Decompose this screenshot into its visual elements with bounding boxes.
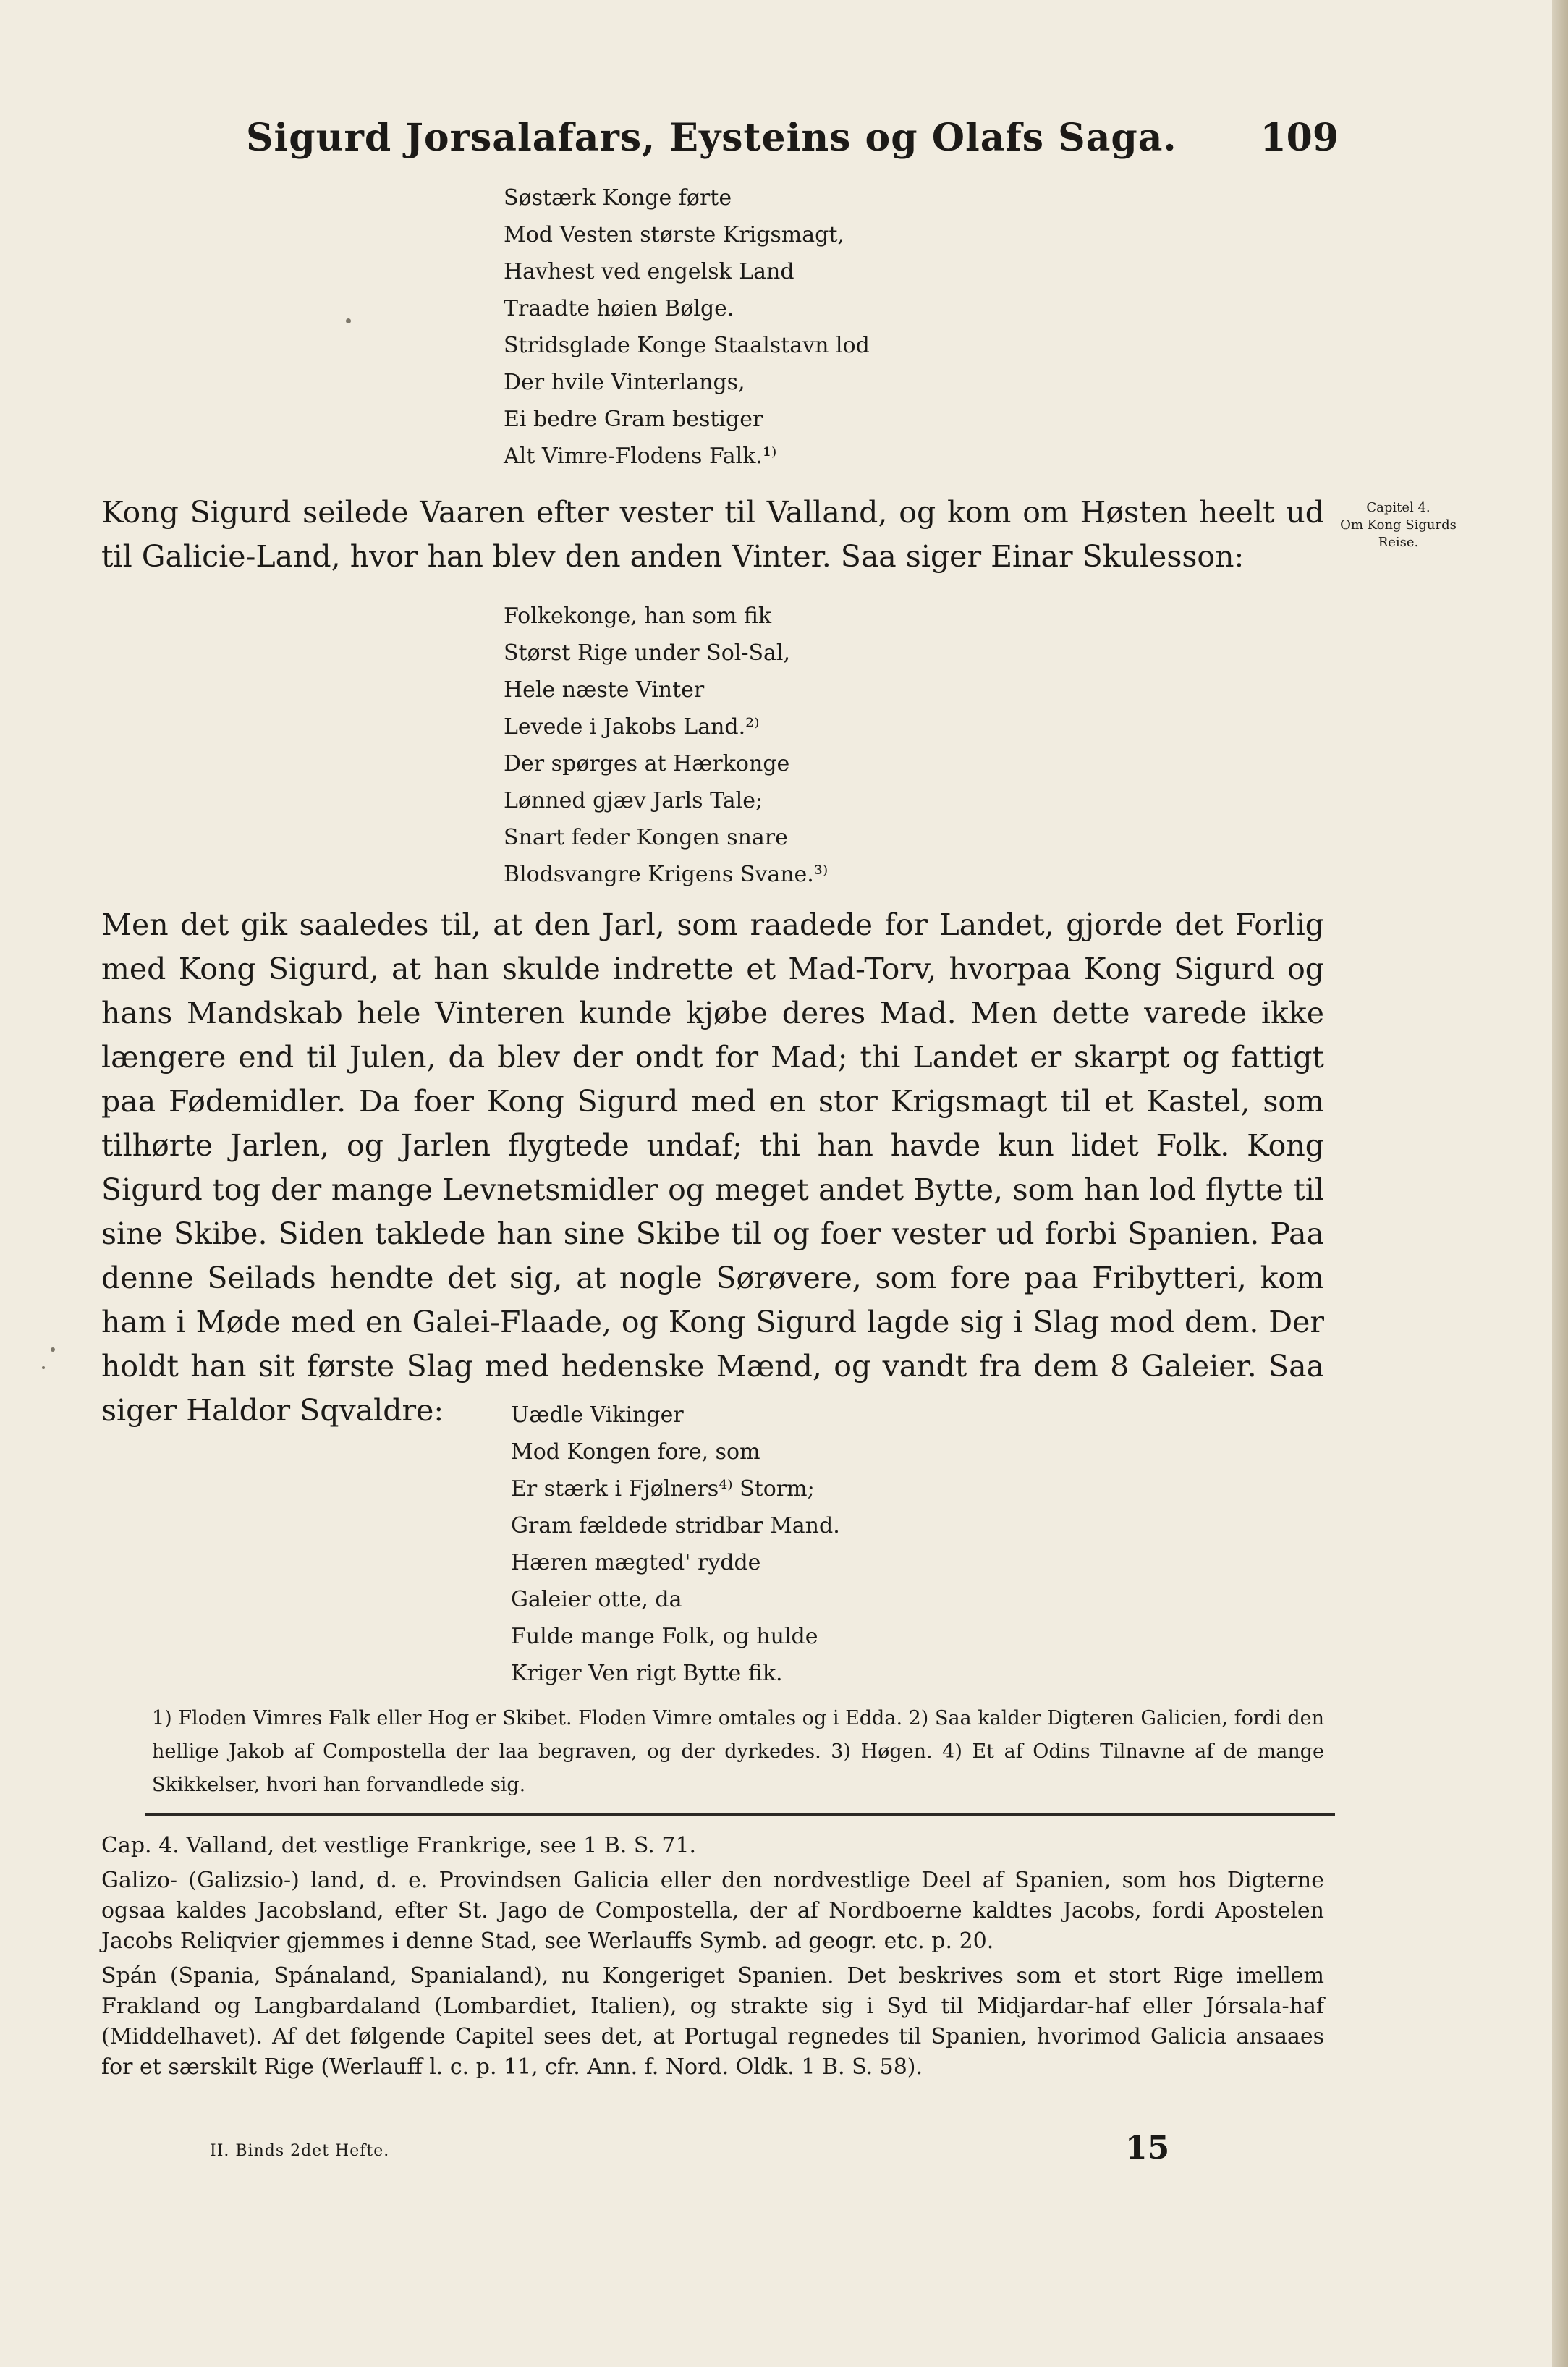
verse-line: Søstærk Konge førte (504, 185, 732, 211)
verse-line: Der hvile Vinterlangs, (504, 370, 745, 395)
verse-line: Uædle Vikinger (511, 1402, 684, 1428)
verse-line: Gram fældede stridbar Mand. (511, 1513, 840, 1538)
verse-line: Levede i Jakobs Land.²⁾ (504, 714, 760, 740)
commentary-notes (101, 1831, 1324, 2087)
margin-note-chapter: Capitel 4. (1366, 500, 1431, 515)
prose-paragraph-1 (101, 491, 1324, 579)
verse-stanza-1 (504, 179, 870, 475)
verse-line: Hæren mægted' rydde (511, 1550, 761, 1575)
paragraph-text: Kong Sigurd seilede Vaaren efter vester til Valland, og kom om Høsten heelt ud til Galicie-Land, hvor han blev den anden Vinter. Saa siger Einar Skulesson: (101, 495, 1324, 574)
paragraph-text: Men det gik saaledes til, at den Jarl, som raadede for Landet, gjorde det Forlig med Kong Sigurd, at han skulde indrette et Mad-Torv, hvorpaa Kong Sigurd og hans Mandskab hele Vinteren kunde kjøbe deres Mad. Men dette varede ikke længere end til Julen, da blev der ondt for Mad; thi Landet er skarpt og fattigt paa Fødemidler. Da foer Kong Sigurd med en stor Krigsmagt til et Kastel, som tilhørte Jarlen, og Jarlen flygtede undaf; thi han havde kun lidet Folk. Kong Sigurd tog der mange Levnetsmidler og meget andet Bytte, som han lod flytte til sine Skibe. Siden taklede han sine Skibe til og foer vester ud forbi Spanien. Paa denne Seilads hendte det sig, at nogle Sørøvere, som fore paa Fribytteri, kom ham i Møde med en Galei-Flaade, og Kong Sigurd lagde sig i Slag mod dem. Der holdt han sit første Slag med hedenske Mænd, og vandt fra dem 8 Galeier. Saa siger Haldor Sqvaldre: (101, 907, 1324, 1428)
verse-line: Galeier otte, da (511, 1587, 682, 1612)
verse-line: Havhest ved engelsk Land (504, 259, 794, 284)
verse-line: Kriger Ven rigt Bytte fik. (511, 1661, 783, 1686)
sheet-signature: II. Binds 2det Hefte. (210, 2142, 390, 2160)
margin-note-title: Om Kong Sigurds Reise. (1340, 517, 1457, 550)
verse-line: Der spørges at Hærkonge (504, 751, 790, 776)
page-number: 109 (1260, 116, 1339, 160)
verse-line: Alt Vimre-Flodens Falk.¹⁾ (504, 444, 777, 469)
margin-note (1335, 499, 1462, 551)
ink-speck (42, 1366, 45, 1369)
verse-line: Mod Kongen fore, som (511, 1439, 760, 1465)
verse-line: Stridsglade Konge Staalstavn lod (504, 333, 870, 358)
verse-line: Traadte høien Bølge. (504, 296, 734, 321)
commentary-note: Spán (Spania, Spánaland, Spanialand), nu Kongeriget Spanien. Det beskrives som et stort Rige imellem Frakland og Langbardaland (Lombardiet, Italien), og strakte sig i Syd til Midjardar-haf eller Jórsala-haf (Middelhavet). Af det følgende Capitel sees det, at Portugal regnedes til Spanien, hvorimod Galicia ansaaes for et særskilt Rige (Werlauff l. c. p. 11, cfr. Ann. f. Nord. Oldk. 1 B. S. 58). (101, 1963, 1324, 2080)
page-edge (1552, 0, 1568, 2367)
verse-line: Lønned gjæv Jarls Tale; (504, 788, 763, 813)
verse-line: Er stærk i Fjølners⁴⁾ Storm; (511, 1476, 815, 1502)
footnotes (152, 1702, 1324, 1802)
verse-line: Snart feder Kongen snare (504, 825, 788, 850)
verse-line: Blodsvangre Krigens Svane.³⁾ (504, 862, 829, 887)
verse-line: Størst Rige under Sol-Sal, (504, 640, 791, 666)
running-title: Sigurd Jorsalafars, Eysteins og Olafs Saga. (246, 116, 1177, 160)
separator-rule (145, 1813, 1335, 1816)
verse-stanza-3 (511, 1397, 840, 1692)
commentary-note: Galizo- (Galizsio-) land, d. e. Provindsen Galicia eller den nordvestlige Deel af Spanien, som hos Digterne ogsaa kaldes Jacobsland, efter St. Jago de Compostella, der af Nordboerne kaldtes Jacobs, fordi Apostelen Jacobs Reliqvier gjemmes i denne Stad, see Werlauffs Symb. ad geogr. etc. p. 20. (101, 1868, 1324, 1954)
verse-line: Fulde mange Folk, og hulde (511, 1624, 818, 1649)
verse-line: Ei bedre Gram bestiger (504, 407, 763, 432)
ink-speck (51, 1347, 55, 1352)
verse-line: Mod Vesten største Krigsmagt, (504, 222, 844, 247)
verse-stanza-2 (504, 598, 828, 893)
commentary-note: Cap. 4. Valland, det vestlige Frankrige, see 1 B. S. 71. (101, 1833, 697, 1858)
footnote-text: 1) Floden Vimres Falk eller Hog er Skibet. Floden Vimre omtales og i Edda. 2) Saa kalder Digteren Galicien, fordi den hellige Jakob af Compostella der laa begraven, og der dyrkedes. 3) Høgen. 4) Et af Odins Tilnavne af de mange Skikkelser, hvori han forvandlede sig. (152, 1707, 1324, 1796)
verse-line: Folkekonge, han som fik (504, 604, 772, 629)
sheet-number: 15 (1125, 2130, 1170, 2167)
prose-paragraph-2 (101, 903, 1324, 1433)
verse-line: Hele næste Vinter (504, 677, 705, 703)
ink-speck (346, 318, 351, 323)
